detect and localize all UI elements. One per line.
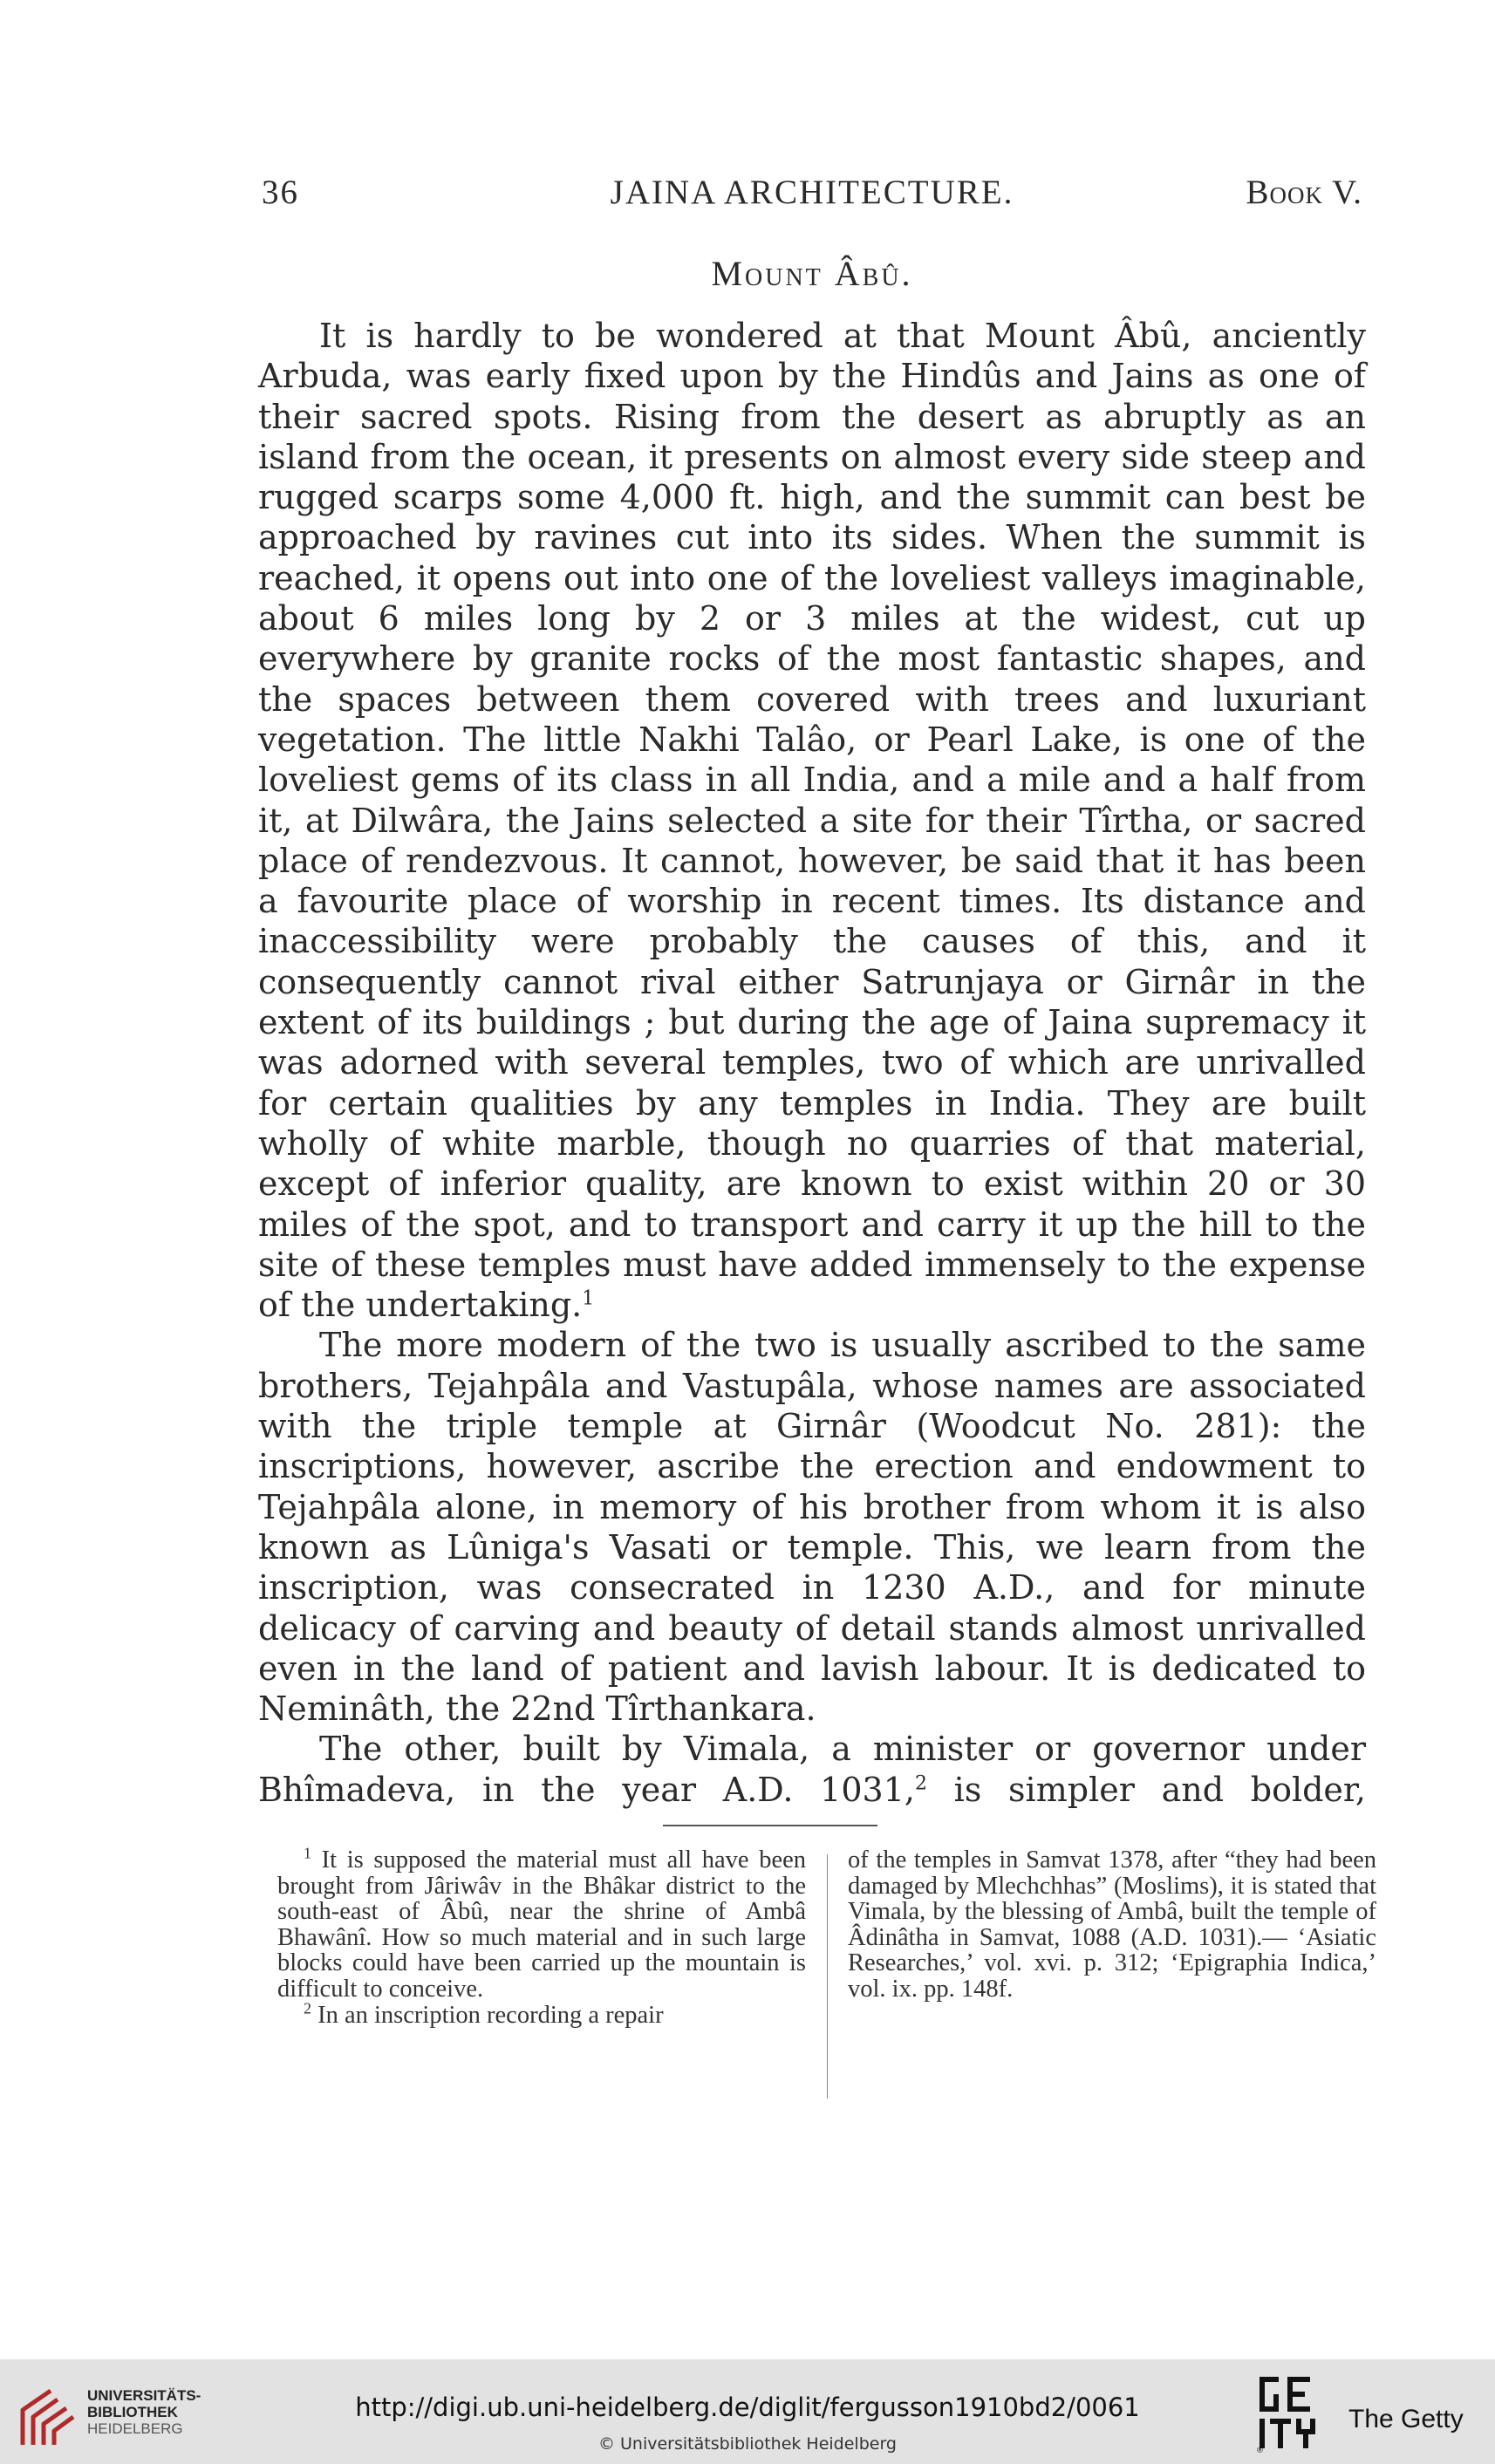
footnote-ref-2: 2 <box>914 1772 927 1795</box>
footnote-ref-1: 1 <box>582 1287 595 1310</box>
running-title: JAINA ARCHITECTURE. <box>610 174 1014 211</box>
paragraph-2: The more modern of the two is usually ascribed to the same brothers, Tejahpâla and Vastupâla, whose names are associated with the triple temple at Girnâr (Woodcut No. 281): the inscriptions, however, ascribe the erection and endowment to Tejahpâla alone, in memory of his brother from whom it is also known as Lûniga's Vasati or temple. This, we learn from the inscription, was consecrated in 1230 A.D., and for minute delicacy of carving and beauty of detail stands almost unrivalled even in the land of patient and lavish labour. It is dedicated to Neminâth, the 22nd Tîrthankara. <box>258 1326 1366 1729</box>
section-title: Mount Âbû. <box>711 254 913 293</box>
footnotes <box>277 1844 1378 2109</box>
footnotes-right-column <box>848 1847 1376 2003</box>
footnote-rule <box>663 1825 877 1826</box>
footnote-1: $^1$ It is supposed the material must all have been brought from Jâriwâv in the Bhâkar district to the south-east of Âbû, near the shrine of Ambâ Bhawânî. How so much material and in such large blocks could have been carried up the mountain is difficult to conceive. <box>277 1844 806 2003</box>
footer-bar <box>0 2359 1495 2464</box>
getty-name: The Getty <box>1348 2405 1464 2433</box>
footnote-column-divider <box>827 1854 828 2099</box>
book-number: Book V. <box>1246 174 1362 211</box>
paragraph-1: It is hardly to be wondered at that Mount Âbû, anciently Arbuda, was early fixed upon by the Hindûs and Jains as one of their sacred spots. Rising from the desert as abruptly as an island from the ocean, it presents on almost every side steep and rugged scarps some 4,000 ft. high, and the summit can best be approached by ravines cut into its sides. When the summit is reached, it opens out into one of the loveliest valleys imaginable, about 6 miles long by 2 or 3 miles at the widest, cut up everywhere by granite rocks of the most fantastic shapes, and the spaces between them covered with trees and luxuriant vegetation. The little Nakhi Talâo, or Pearl Lake, is one of the loveliest gems of its class in all India, and a mile and a half from it, at Dilwâra, the Jains selected a site for their Tîrtha, or sacred place of rendezvous. It cannot, however, be said that it has been a favourite place of worship in recent times. Its distance and inaccessibility were probably the causes of this, and it consequently cannot rival either Satrunjaya or Girnâr in the extent of its buildings ; but during the age of Jaina supremacy it was adorned with several temples, two of which are unrivalled for certain qualities by any temples in India. They are built wholly of white marble, though no quarries of that material, except of inferior quality, are known to exist within 20 or 30 miles of the spot, and to transport and carry it up the hill to the site of these temples must have added immensely to the expense of the undertaking.$^1$ <box>258 317 1366 1325</box>
university-name: UNIVERSITÄTS- BIBLIOTHEK HEIDELBERG <box>87 2387 201 2437</box>
page-number: 36 <box>262 174 299 211</box>
footnotes-left-column <box>277 1844 806 2029</box>
footnote-2: $^2$ In an inscription recording a repair <box>304 1999 664 2029</box>
body-text <box>258 316 1366 1810</box>
running-head <box>262 173 1362 216</box>
getty-registered-mark: ® <box>1256 2447 1264 2454</box>
getty-logo-icon <box>1256 2373 1319 2454</box>
source-url-link[interactable]: http://digi.ub.uni-heidelberg.de/diglit/fergusson1910bd2/0061 <box>355 2392 1140 2422</box>
footnote-2-continued: of the temples in Samvat 1378, after “they had been damaged by Mlechchhas” (Moslims), it is stated that Vimala, by the blessing of Ambâ, built the temple of Âdinâtha in Samvat, 1088 (A.D. 1031).— ‘Asiatic Researches,’ vol. xvi. p. 312; ‘Epigraphia Indica,’ vol. ix. pp. 148f. <box>848 1846 1376 2003</box>
copyright-notice: © Universitätsbibliothek Heidelberg <box>597 2434 897 2454</box>
paragraph-3: The other, built by Vimala, a minister or governor under Bhîmadeva, in the year A.D. 1031,$^2$ is simpler and bolder, <box>258 1730 1366 1809</box>
